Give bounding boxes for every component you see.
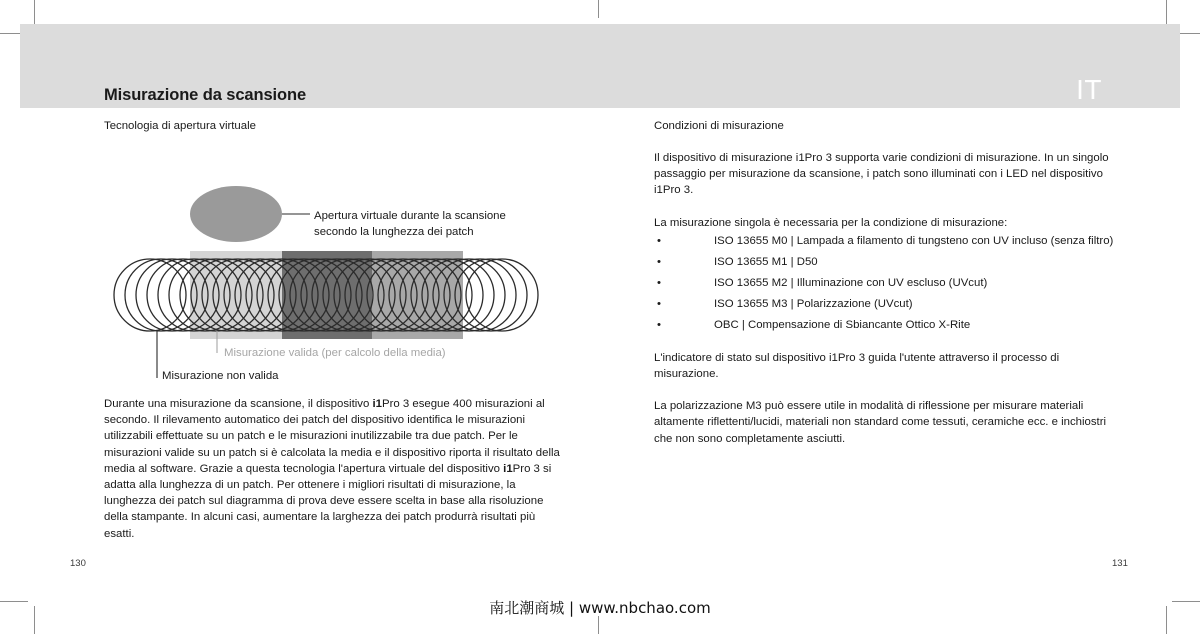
bullet-icon: • <box>657 297 661 310</box>
spacer-2 <box>654 199 1124 215</box>
page-title: Misurazione da scansione <box>104 86 307 104</box>
i1-brand-mark-2: i1 <box>503 462 513 475</box>
bullet-icon: • <box>657 255 661 268</box>
measurement-conditions-list <box>654 231 1124 336</box>
measurement-list-intro: La misurazione singola è necessaria per la condizione di misurazione: <box>654 216 1008 229</box>
list-item <box>654 294 1124 315</box>
right-subheading: Condizioni di misurazione <box>654 120 784 132</box>
spacer-4 <box>654 382 1124 398</box>
bullet-icon: • <box>657 318 661 331</box>
spacer-3 <box>654 336 1124 350</box>
list-item-label: OBC | Compensazione di Sbiancante Ottico X-Rite <box>714 318 971 331</box>
aperture-callout-line-1: Apertura virtuale durante la scansione <box>314 210 506 222</box>
right-paragraph-3: La polarizzazione M3 può essere utile in modalità di riflessione per misurare materiali altamente riflettenti/lucidi, materiali non standard come tessuti, ceramiche ecc. e inchiostri che non sono completamente asciutti. <box>654 400 1107 445</box>
left-par-part-b: Pro 3 esegue 400 misurazioni al secondo. Il rilevamento automatico dei patch del dispositivo identifica le misurazioni utilizzabili effettuate su un patch e le misurazioni inutilizzabile tra due patch. Per le misurazioni valide su un patch si è calcolata la media e il dispositivo riporta il risultato della media al software. Grazie a questa tecnologia l'apertura virtuale del dispositivo <box>104 398 560 475</box>
virtual-aperture-shape <box>190 186 282 242</box>
i1-brand-mark-1: i1 <box>372 398 382 410</box>
left-subheading: Tecnologia di apertura virtuale <box>104 120 256 132</box>
right-paragraph-1: Il dispositivo di misurazione i1Pro 3 supporta varie condizioni di misurazione. In un singolo passaggio per misurazione da scansione, i patch sono illuminati con i LED nel dispositivo i1Pro 3. <box>654 152 1109 197</box>
list-item-label: ISO 13655 M1 | D50 <box>714 255 818 268</box>
list-item-label: ISO 13655 M2 | Illuminazione con UV escluso (UVcut) <box>714 276 988 289</box>
left-par-part-a: Durante una misurazione da scansione, il dispositivo <box>104 398 373 410</box>
language-badge: IT <box>1076 74 1102 105</box>
left-body-paragraph <box>104 396 566 542</box>
valid-measurement-label: Misurazione valida (per calcolo della media) <box>224 347 446 359</box>
list-item <box>654 273 1124 294</box>
list-item-label: ISO 13655 M3 | Polarizzazione (UVcut) <box>714 297 913 310</box>
watermark: 南北潮商城 | www.nbchao.com <box>489 599 711 617</box>
bullet-icon: • <box>657 234 661 247</box>
crop-mark-bottom-center <box>598 616 599 634</box>
right-paragraph-2: L'indicatore di stato sul dispositivo i1Pro 3 guida l'utente attraverso il processo di misurazione. <box>654 351 1060 381</box>
list-item <box>654 252 1124 273</box>
list-item <box>654 315 1124 336</box>
crop-mark-top-center <box>598 0 599 18</box>
left-par-part-c: Pro 3 si adatta alla lunghezza di un patch. Per ottenere i migliori risultati di misurazione, la lunghezza dei patch sul diagramma di prova deve essere scelta in base alla risoluzione della stampante. In alcuni casi, aumentare la larghezza dei patch produrrà risultati più esatti. <box>104 462 552 540</box>
list-item-label: ISO 13655 M0 | Lampada a filamento di tungsteno con UV incluso (senza filtro) <box>714 234 1114 247</box>
page-number-left: 130 <box>70 558 86 569</box>
list-item <box>654 231 1124 252</box>
invalid-measurement-label: Misurazione non valida <box>162 370 279 382</box>
right-column <box>654 119 1124 447</box>
page-header-band <box>20 24 1180 108</box>
bullet-icon: • <box>657 276 661 289</box>
left-column <box>104 119 566 542</box>
spacer-1 <box>654 134 1124 150</box>
aperture-callout-line-2: secondo la lunghezza dei patch <box>314 226 474 238</box>
page-number-right: 131 <box>1112 558 1128 569</box>
virtual-aperture-diagram <box>104 148 566 396</box>
